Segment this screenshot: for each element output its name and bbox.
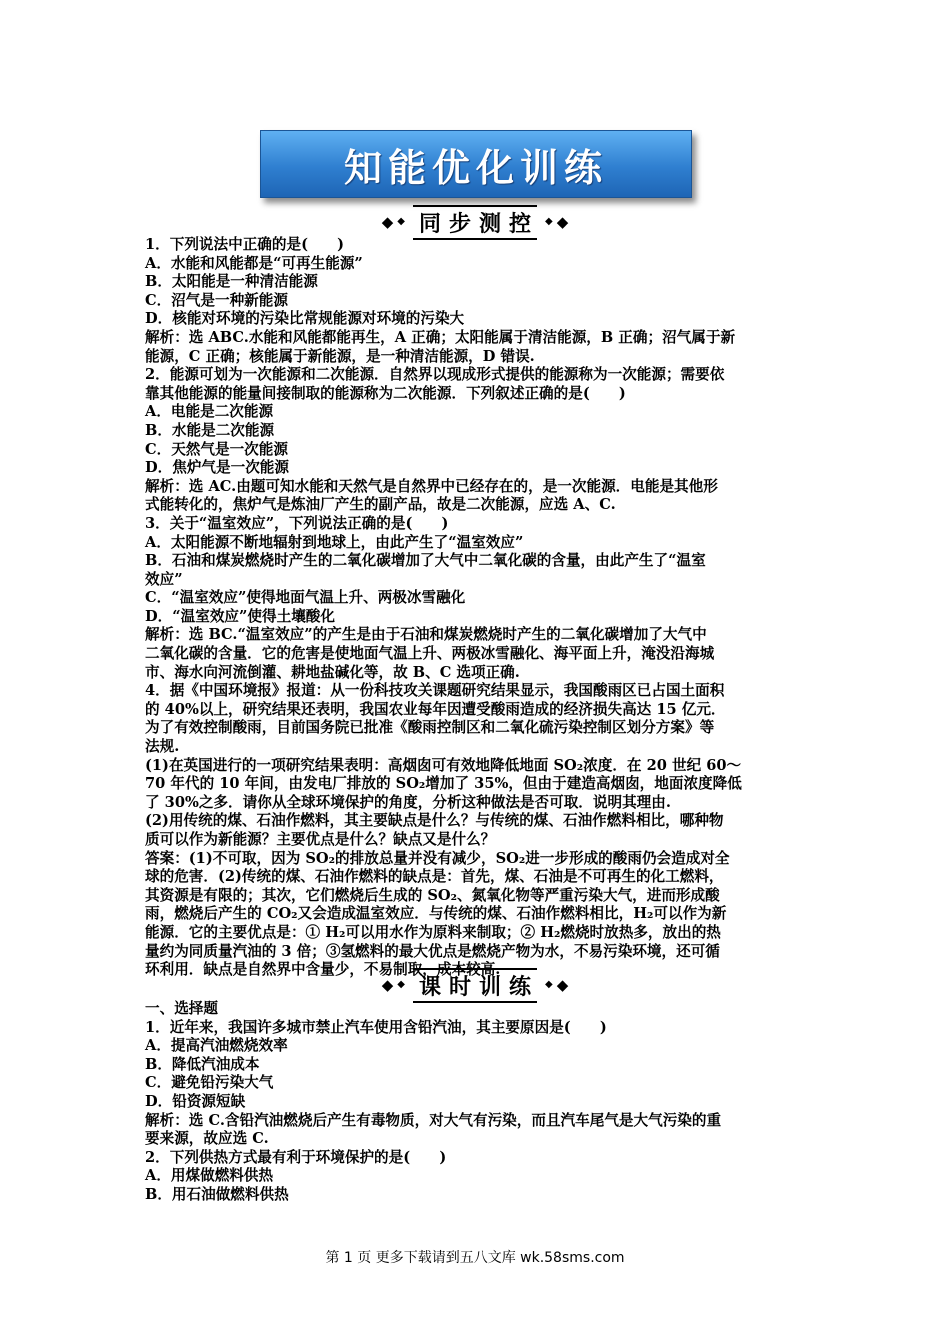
section-divider-lesson-training (0, 972, 950, 998)
text-line: D．核能对环境的污染比常规能源对环境的污染大 (145, 310, 465, 328)
text-line: 环利用．缺点是自然界中含量少，不易制取，成本较高. (145, 961, 501, 979)
diamond-icon: ◆ (381, 975, 394, 994)
banner-title: 知能优化训练 (343, 145, 608, 190)
text-line: 二氧化碳的含量．它的危害是使地面气温上升、两极冰雪融化、海平面上升，淹没沿海城 (145, 645, 715, 663)
text-line: 解析：选 BC.“温室效应”的产生是由于石油和煤炭燃烧时产生的二氧化碳增加了大气中 (145, 626, 707, 644)
text-line: 为了有效控制酸雨，目前国务院已批准《酸雨控制区和二氧化硫污染控制区划分方案》等 (145, 719, 715, 737)
diamond-icon: ◆ (556, 212, 569, 231)
text-line: 能源．它的主要优点是：① H₂可以用水作为原料来制取；② H₂燃烧时放热多，放出的热 (145, 923, 721, 941)
text-line: (2)用传统的煤、石油作燃料，其主要缺点是什么？与传统的煤、石油作燃料相比，哪种物 (145, 812, 724, 830)
text-line: B．太阳能是一种清洁能源 (145, 273, 318, 291)
diamond-icon: ◆ (381, 212, 394, 231)
text-line: 解析：选 AC.由题可知水能和天然气是自然界中已经存在的，是一次能源．电能是其他形 (145, 477, 718, 495)
text-line: A．水能和风能都是“可再生能源” (145, 254, 363, 272)
text-line: C．天然气是一次能源 (145, 440, 288, 458)
text-line: C．“温室效应”使得地面气温上升、两极冰雪融化 (145, 589, 466, 607)
diamond-icon: ◆ (556, 975, 569, 994)
page-footer: 第 1 页 更多下载请到五八文库 wk.58sms.com (325, 1250, 625, 1266)
text-line: A．电能是二次能源 (145, 403, 274, 421)
sync-test-content (145, 236, 810, 980)
text-line: A．提高汽油燃烧效率 (145, 1037, 288, 1055)
text-line: 2．能源可划为一次能源和二次能源．自然界以现成形式提供的能源称为一次能源；需要依 (145, 366, 725, 384)
text-line: 雨，燃烧后产生的 CO₂又会造成温室效应．与传统的煤、石油作燃料相比，H₂可以作为新 (145, 905, 727, 923)
section-title-lesson-training: 课 时 训 练 (413, 968, 537, 1003)
text-line: 要来源，故应选 C. (145, 1130, 269, 1148)
text-line: 其资源是有限的；其次，它们燃烧后生成的 SO₂、氮氧化物等严重污染大气，进而形成酸 (145, 886, 720, 904)
small-diamond-icon: ◆ (545, 979, 553, 990)
title-banner (260, 130, 692, 198)
text-line: 1．下列说法中正确的是( ) (145, 236, 345, 253)
text-line: C．沼气是一种新能源 (145, 291, 288, 309)
text-line: A．用煤做燃料供热 (145, 1167, 274, 1185)
text-line: 法规. (145, 738, 180, 756)
text-line: 式能转化的，焦炉气是炼油厂产生的副产品，故是二次能源，应选 A、C. (145, 496, 616, 514)
text-line: 3．关于“温室效应”，下列说法正确的是( ) (145, 514, 449, 532)
text-line: 市、海水向河流倒灌、耕地盐碱化等，故 B、C 选项正确. (145, 663, 520, 681)
text-line: 解析：选 C.含铅汽油燃烧后产生有毒物质，对大气有污染，而且汽车尾气是大气污染的重 (145, 1111, 722, 1129)
small-diamond-icon: ◆ (397, 216, 405, 227)
text-line: 量约为同质量汽油的 3 倍；③氢燃料的最大优点是燃烧产物为水，不易污染环境，还可循 (145, 942, 720, 960)
text-line: D．“温室效应”使得土壤酸化 (145, 607, 335, 625)
text-line: 答案：(1)不可取，因为 SO₂的排放总量并没有减少，SO₂进一步形成的酸雨仍会造成对全 (145, 849, 730, 867)
text-line: 效应” (145, 570, 183, 588)
lesson-training-content (145, 1000, 810, 1205)
text-line: 质可以作为新能源？主要优点是什么？缺点又是什么？ (145, 831, 496, 848)
text-line: (1)在英国进行的一项研究结果表明：高烟囱可有效地降低地面 SO₂浓度．在 20 世纪 60～ (145, 756, 742, 774)
text-line: 靠其他能源的能量间接制取的能源称为二次能源．下列叙述正确的是( ) (145, 384, 626, 402)
text-line: 能源，C 正确；核能属于新能源，是一种清洁能源，D 错误. (145, 347, 535, 365)
text-line: 解析：选 ABC.水能和风能都能再生，A 正确；太阳能属于清洁能源，B 正确；沼气属于新 (145, 328, 736, 346)
text-line: B．用石油做燃料供热 (145, 1185, 289, 1203)
text-line: B．降低汽油成本 (145, 1055, 260, 1073)
small-diamond-icon: ◆ (397, 979, 405, 990)
text-line: 一、选择题 (145, 1000, 218, 1017)
small-diamond-icon: ◆ (545, 216, 553, 227)
text-line: A．太阳能源不断地辐射到地球上，由此产生了“温室效应” (145, 533, 524, 551)
text-line: 4．据《中国环境报》报道：从一份科技攻关课题研究结果显示，我国酸雨区已占国土面积 (145, 682, 725, 700)
section-divider-sync-test (0, 209, 950, 235)
section-title-sync-test: 同 步 测 控 (413, 205, 537, 240)
text-line: 了 30%之多．请你从全球环境保护的角度，分析这种做法是否可取．说明其理由. (145, 793, 671, 811)
text-line: 70 年代的 10 年间，由发电厂排放的 SO₂增加了 35%，但由于建造高烟囱，地面浓度降低 (145, 775, 742, 793)
text-line: 球的危害．(2)传统的煤、石油作燃料的缺点是：首先，煤、石油是不可再生的化工燃料， (145, 868, 724, 886)
text-line: B．水能是二次能源 (145, 421, 275, 439)
text-line: B．石油和煤炭燃烧时产生的二氧化碳增加了大气中二氧化碳的含量，由此产生了“温室 (145, 552, 706, 570)
text-line: D．焦炉气是一次能源 (145, 459, 290, 477)
text-line: D．铅资源短缺 (145, 1092, 246, 1110)
text-line: 1．近年来，我国许多城市禁止汽车使用含铅汽油，其主要原因是( ) (145, 1018, 607, 1036)
text-line: 2．下列供热方式最有利于环境保护的是( ) (145, 1148, 447, 1166)
text-line: C．避免铅污染大气 (145, 1074, 274, 1092)
text-line: 的 40%以上，研究结果还表明，我国农业每年因遭受酸雨造成的经济损失高达 15 亿元． (145, 700, 726, 718)
